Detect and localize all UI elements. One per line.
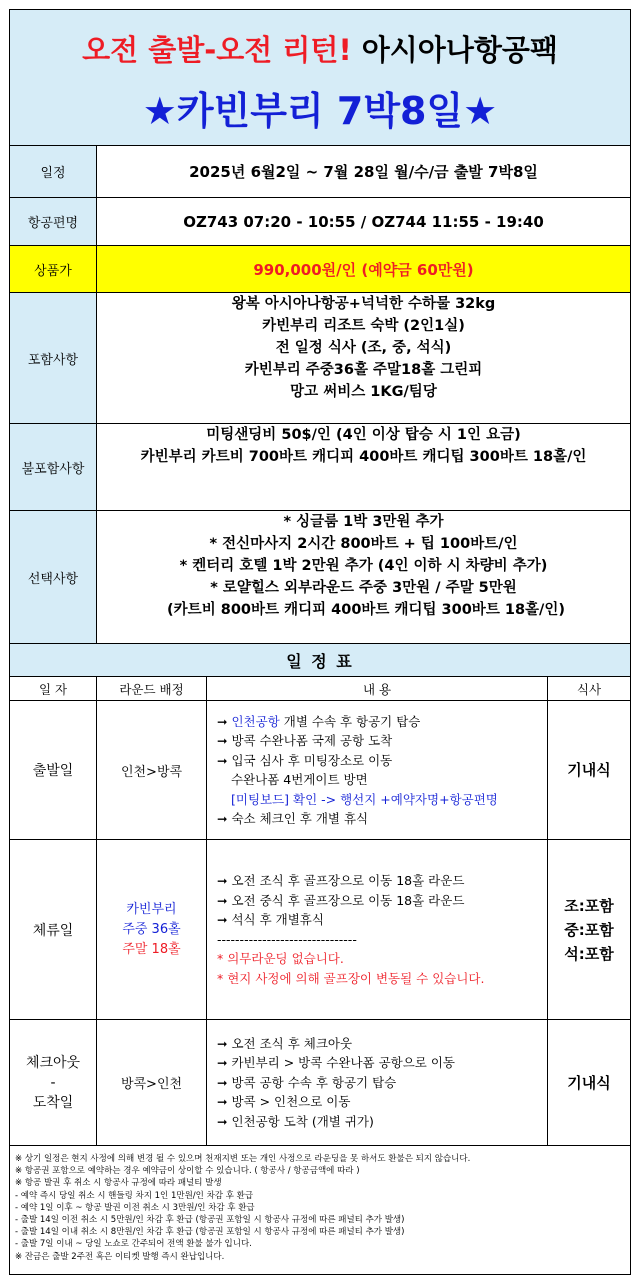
itinerary-item: ➞ 석식 후 개별휴식 [217, 912, 324, 927]
flight-value: OZ743 07:20 - 10:55 / OZ744 11:55 - 19:40 [183, 212, 544, 231]
flight-row [10, 198, 630, 246]
arrival-day-dash: - [50, 1074, 56, 1091]
incheon-airport-text: 인천공항 [231, 713, 280, 729]
optional-item: * 로얄힐스 외부라운드 주중 3만원 / 주말 5만원 [210, 580, 517, 596]
departure-content [207, 701, 548, 839]
included-item: 왕복 아시아나항공+넉넉한 수하물 32kg [231, 296, 496, 312]
stay-note: * 의무라운딩 없습니다. [217, 951, 344, 966]
terms-notes [10, 1146, 630, 1270]
optional-row [10, 511, 630, 644]
itinerary-item: ➞ 방콕 공항 수속 후 항공기 탑승 [217, 1074, 397, 1090]
arrival-day-arrive: 도착일 [32, 1094, 74, 1111]
itinerary-title: 일 정 표 [10, 644, 630, 677]
col-date-header: 일 자 [10, 677, 97, 700]
stay-note: * 현지 사정에 의해 골프장이 변동될 수 있습니다. [217, 970, 485, 986]
arrival-content [207, 1020, 548, 1145]
arrival-day [10, 1020, 97, 1145]
stay-round-weekend: 주말 18홀 [122, 941, 181, 957]
header-line1 [10, 32, 630, 68]
itinerary-item: ➞ 입국 심사 후 미팅장소로 이동 [217, 752, 393, 768]
departure-day: 출발일 [10, 701, 97, 839]
included-item: 망고 써비스 1KG/팀당 [290, 384, 437, 400]
note-line: - 예약 즉시 당일 취소 시 핸들링 차지 1인 1만원/인 차감 후 환급 [15, 1190, 254, 1201]
itinerary-row-arrival [10, 1020, 630, 1146]
meal-lunch: 중:포함 [564, 920, 614, 939]
schedule-row [10, 146, 630, 198]
col-content-header: 내 용 [207, 677, 548, 700]
meeting-board-note: [미팅보드] 확인 -> 행선지 +예약자명+항공편명 [231, 791, 498, 807]
itinerary-item: ➞ 오전 조식 후 골프장으로 이동 18홀 라운드 [217, 873, 465, 888]
optional-label: 선택사항 [10, 511, 97, 643]
itinerary-item: 수완나폼 4번게이트 방면 [231, 772, 368, 787]
excluded-label: 불포함사항 [10, 424, 97, 510]
note-line: - 출발 7일 이내 ~ 당일 노쇼로 간주되어 전액 환불 불가 입니다. [15, 1239, 252, 1250]
excluded-list [97, 424, 630, 510]
note-line: - 출발 14일 이내 취소 시 8만원/인 차감 후 환급 (항공권 포함일 시 항공사 규정에 따른 패널티 추가 발생) [15, 1227, 405, 1238]
note-line: ※ 상기 일정은 현지 사정에 의해 변경 될 수 있으며 천재지변 또는 개인 사정으로 라운딩을 못 하셔도 환불은 되지 않습니다. [15, 1154, 471, 1164]
price-row [10, 246, 630, 293]
arrival-day-checkout: 체크아웃 [25, 1054, 81, 1071]
itinerary-item: ➞ 오전 조식 후 체크아웃 [217, 1035, 353, 1051]
stay-meals [548, 840, 630, 1019]
note-line: ※ 항공권 포함으로 예약하는 경우 예약금이 상이할 수 있습니다. ( 항공사 / 항공금액에 따라 ) [15, 1166, 360, 1177]
header-airline: 아시아나항공팩 [351, 33, 558, 67]
schedule-label: 일정 [10, 146, 97, 197]
flight-label: 항공편명 [10, 198, 97, 245]
note-line: - 예약 1일 이후 ~ 항공 발권 이전 취소 시 3만원/인 차감 후 환급 [15, 1202, 255, 1213]
price-label: 상품가 [10, 246, 97, 292]
stay-day: 체류일 [10, 840, 97, 1019]
brochure-header [10, 10, 630, 146]
header-title: ★카빈부리 7박8일★ [142, 89, 498, 133]
departure-round: 인천>방콕 [97, 701, 207, 839]
divider: ------------------------------- [217, 931, 357, 947]
included-item: 카빈부리 주중36홀 주말18홀 그린피 [244, 362, 483, 378]
itinerary-row-stay [10, 840, 630, 1020]
itinerary-item: ➞ 숙소 체크인 후 개별 휴식 [217, 811, 369, 826]
col-round-header: 라운드 배정 [97, 677, 207, 700]
itinerary-header [10, 677, 630, 701]
stay-round-weekday: 주중 36홀 [122, 921, 181, 937]
meal-dinner: 석:포함 [564, 944, 614, 963]
header-highlight: 오전 출발-오전 리턴! [82, 33, 352, 67]
excluded-item: 카빈부리 카트비 700바트 캐디피 400바트 캐디팁 300바트 18홀/인 [140, 449, 587, 465]
departure-meal: 기내식 [567, 761, 611, 779]
itinerary-item: ➞ 인천공항 개별 수속 후 항공기 탑승 [217, 713, 421, 729]
itinerary-item: ➞ 방콕 수완나폼 국제 공항 도착 [217, 733, 393, 748]
optional-item: (카트비 800바트 캐디피 400바트 캐디팁 300바트 18홀/인) [162, 602, 565, 618]
itinerary-item: ➞ 오전 중식 후 골프장으로 이동 18홀 라운드 [217, 892, 465, 908]
optional-item: * 싱글룸 1박 3만원 추가 [283, 514, 444, 530]
excluded-row [10, 424, 630, 511]
itinerary-item: ➞ 방콕 > 인천으로 이동 [217, 1094, 351, 1110]
included-label: 포함사항 [10, 293, 97, 423]
price-value: 990,000원/인 (예약금 60만원) [97, 246, 630, 292]
included-row [10, 293, 630, 424]
note-line: ※ 잔금은 출발 2주전 혹은 이티켓 발행 즉시 완납입니다. [15, 1251, 225, 1262]
optional-item: * 전신마사지 2시간 800바트 + 팁 100바트/인 [209, 536, 518, 552]
itinerary-row-departure [10, 701, 630, 840]
stay-round-course: 카빈부리 [126, 901, 177, 917]
stay-round [97, 840, 207, 1019]
note-line: ※ 항공 발권 후 취소 시 항공사 규정에 따라 패널티 발생 [15, 1178, 222, 1189]
optional-item: * 켄터리 호텔 1박 2만원 추가 (4인 이하 시 차량비 추가) [179, 558, 548, 574]
arrival-round: 방콕>인천 [97, 1020, 207, 1145]
stay-content [207, 840, 548, 1019]
tour-brochure [9, 9, 631, 1275]
arrival-meal: 기내식 [567, 1073, 611, 1092]
excluded-item: 미팅샌딩비 50$/인 (4인 이상 탑승 시 1인 요금) [206, 427, 521, 443]
included-item: 전 일정 식사 (조, 중, 석식) [275, 340, 452, 356]
meal-breakfast: 조:포함 [564, 896, 614, 915]
itinerary-item: ➞ 카빈부리 > 방콕 수완나폼 공항으로 이동 [217, 1055, 455, 1071]
schedule-value: 2025년 6월2일 ~ 7월 28일 월/수/금 출발 7박8일 [189, 163, 538, 181]
col-meal-header: 식사 [576, 681, 602, 697]
optional-list [97, 511, 630, 643]
included-item: 카빈부리 리조트 숙박 (2인1실) [262, 318, 465, 334]
itinerary-item: ➞ 인천공항 도착 (개별 귀가) [217, 1113, 374, 1129]
included-list [97, 293, 630, 423]
note-line: - 출발 14일 이전 취소 시 5만원/인 차감 후 환급 (항공권 포함일 시 항공사 규정에 따른 패널티 추가 발생) [15, 1215, 405, 1226]
